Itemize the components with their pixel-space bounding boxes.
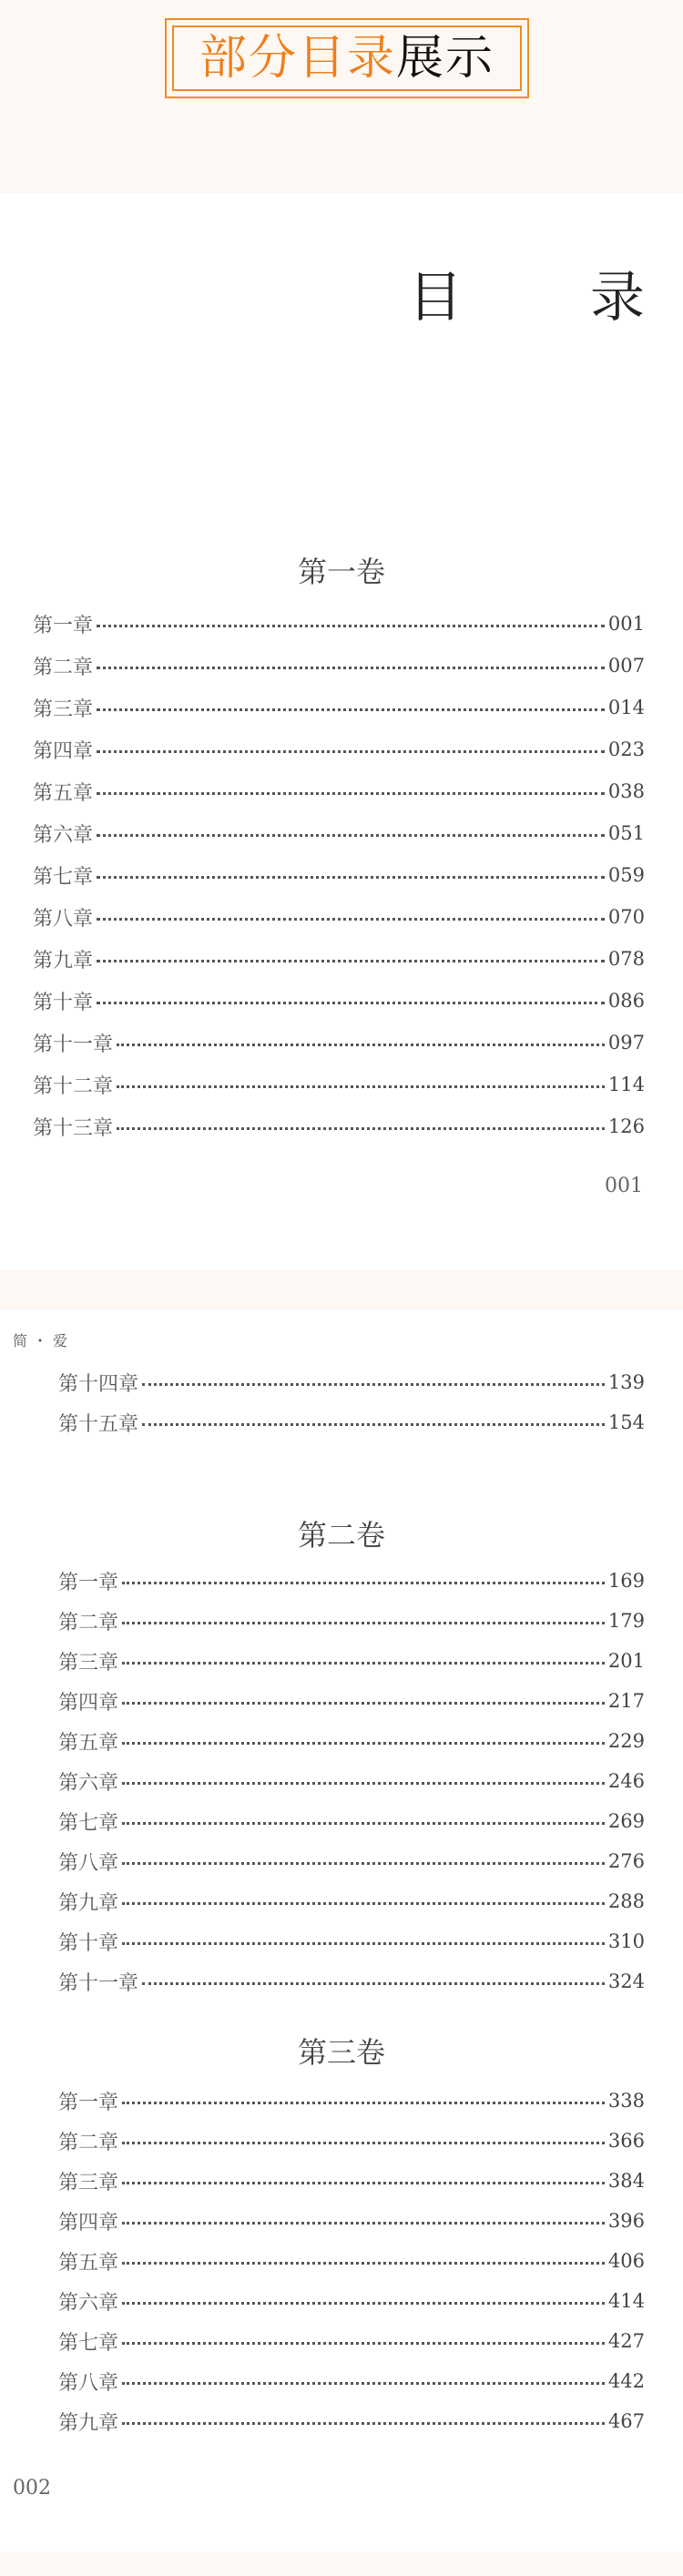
running-head: 简・爱	[13, 1332, 74, 1349]
chapter-title: 第十一章	[58, 1971, 139, 1995]
chapter-title: 第四章	[58, 2211, 119, 2235]
chapter-title: 第六章	[58, 1771, 119, 1795]
dot-leader	[142, 1383, 605, 1386]
chapter-page-number: 288	[607, 1890, 645, 1912]
chapter-title: 第七章	[58, 1811, 119, 1835]
dot-leader	[122, 1942, 605, 1945]
dot-leader	[122, 1622, 605, 1624]
toc-entry[interactable]	[33, 687, 645, 728]
chapter-page-number: 001	[607, 613, 645, 635]
toc-entry[interactable]	[33, 854, 645, 896]
dot-leader	[142, 1982, 605, 1985]
toc-entry[interactable]	[58, 1362, 645, 1402]
chapter-title: 第三章	[58, 2171, 119, 2194]
chapter-page-number: 217	[607, 1690, 645, 1712]
toc-entry[interactable]	[58, 1641, 645, 1681]
page-gap	[0, 2551, 683, 2576]
banner-frame	[165, 18, 529, 98]
toc-entry[interactable]	[58, 1601, 645, 1641]
volume-1-continued-list	[58, 1362, 645, 1442]
chapter-title: 第一章	[58, 2091, 119, 2114]
chapter-page-number: 014	[607, 697, 645, 718]
toc-entry[interactable]	[58, 1761, 645, 1801]
chapter-title: 第七章	[58, 2331, 119, 2355]
chapter-title: 第十四章	[58, 1372, 139, 1396]
toc-heading-char-1: 目	[408, 266, 463, 330]
volume-1-list	[33, 603, 645, 1147]
dot-leader	[142, 1423, 605, 1426]
chapter-page-number: 442	[607, 2370, 645, 2392]
chapter-page-number: 384	[607, 2170, 645, 2192]
chapter-title: 第四章	[33, 739, 94, 763]
toc-heading	[408, 266, 645, 330]
toc-entry[interactable]	[33, 980, 645, 1022]
dot-leader	[122, 2262, 605, 2265]
toc-entry[interactable]	[58, 1561, 645, 1601]
chapter-page-number: 070	[607, 906, 645, 928]
banner-title	[167, 31, 527, 86]
toc-entry[interactable]	[33, 1105, 645, 1147]
chapter-title: 第二章	[58, 2131, 119, 2154]
toc-entry[interactable]	[58, 1681, 645, 1721]
chapter-page-number: 201	[607, 1650, 645, 1672]
chapter-page-number: 038	[607, 780, 645, 802]
dot-leader	[122, 2422, 605, 2425]
chapter-title: 第十一章	[33, 1033, 114, 1056]
chapter-page-number: 366	[607, 2130, 645, 2152]
dot-leader	[97, 876, 605, 879]
dot-leader	[97, 667, 605, 669]
dot-leader	[97, 625, 605, 627]
dot-leader	[97, 750, 605, 753]
chapter-page-number: 276	[607, 1850, 645, 1872]
chapter-page-number: 114	[607, 1074, 645, 1095]
dot-leader	[97, 834, 605, 837]
toc-entry[interactable]	[58, 1721, 645, 1761]
chapter-title: 第一章	[58, 1571, 119, 1594]
toc-entry[interactable]	[33, 1064, 645, 1105]
dot-leader	[117, 1085, 605, 1088]
chapter-page-number: 086	[607, 990, 645, 1012]
toc-page-2	[0, 1309, 683, 2551]
dot-leader	[122, 1662, 605, 1665]
chapter-page-number: 179	[607, 1610, 645, 1632]
chapter-title: 第四章	[58, 1691, 119, 1715]
dot-leader	[122, 1862, 605, 1865]
chapter-title: 第十二章	[33, 1074, 114, 1098]
chapter-title: 第八章	[58, 1851, 119, 1875]
chapter-title: 第三章	[58, 1651, 119, 1675]
dot-leader	[122, 2382, 605, 2385]
chapter-page-number: 396	[607, 2210, 645, 2232]
chapter-page-number: 126	[607, 1115, 645, 1137]
page-number: 001	[605, 1175, 643, 1197]
volume-2-title: 第二卷	[297, 1518, 385, 1553]
chapter-title: 第五章	[58, 2251, 119, 2275]
chapter-page-number: 467	[607, 2410, 645, 2432]
toc-entry[interactable]	[58, 1801, 645, 1841]
toc-page-1	[0, 193, 683, 1269]
toc-entry[interactable]	[58, 1961, 645, 2001]
dot-leader	[122, 2302, 605, 2305]
dot-leader	[122, 1902, 605, 1905]
chapter-title: 第五章	[58, 1731, 119, 1755]
toc-entry[interactable]	[58, 1841, 645, 1881]
toc-entry[interactable]	[33, 645, 645, 687]
dot-leader	[97, 792, 605, 795]
toc-entry[interactable]	[58, 2281, 645, 2321]
volume-3-list	[58, 2081, 645, 2441]
dot-leader	[97, 960, 605, 962]
chapter-page-number: 338	[607, 2090, 645, 2112]
chapter-title: 第二章	[33, 656, 94, 679]
chapter-page-number: 406	[607, 2250, 645, 2272]
chapter-page-number: 414	[607, 2290, 645, 2312]
chapter-title: 第十章	[33, 991, 94, 1014]
toc-entry[interactable]	[58, 2361, 645, 2401]
chapter-page-number: 059	[607, 864, 645, 886]
dot-leader	[97, 918, 605, 921]
toc-entry[interactable]	[58, 2121, 645, 2161]
chapter-title: 第九章	[58, 2411, 119, 2435]
dot-leader	[122, 2142, 605, 2144]
toc-entry[interactable]	[58, 2161, 645, 2201]
header-banner	[0, 0, 683, 193]
toc-entry[interactable]	[58, 2201, 645, 2241]
dot-leader	[122, 2222, 605, 2225]
chapter-title: 第五章	[33, 781, 94, 805]
chapter-title: 第二章	[58, 1611, 119, 1634]
toc-entry[interactable]	[58, 2241, 645, 2281]
chapter-title: 第七章	[33, 865, 94, 889]
dot-leader	[122, 1582, 605, 1584]
chapter-page-number: 139	[607, 1371, 645, 1393]
dot-leader	[97, 708, 605, 711]
dot-leader	[122, 1822, 605, 1825]
dot-leader	[122, 2342, 605, 2345]
dot-leader	[117, 1127, 605, 1130]
chapter-page-number: 051	[607, 822, 645, 844]
toc-entry[interactable]	[33, 728, 645, 770]
chapter-title: 第三章	[33, 697, 94, 721]
volume-3-title: 第三卷	[297, 2035, 385, 2070]
toc-entry[interactable]	[33, 812, 645, 854]
toc-entry[interactable]	[58, 1402, 645, 1442]
toc-heading-char-2: 录	[590, 266, 645, 330]
chapter-page-number: 324	[607, 1970, 645, 1992]
chapter-title: 第十三章	[33, 1116, 114, 1140]
dot-leader	[122, 1782, 605, 1785]
chapter-title: 第九章	[33, 949, 94, 972]
chapter-page-number: 169	[607, 1570, 645, 1592]
chapter-page-number: 023	[607, 738, 645, 760]
dot-leader	[97, 1002, 605, 1004]
chapter-page-number: 229	[607, 1730, 645, 1752]
dot-leader	[122, 1702, 605, 1705]
toc-entry[interactable]	[33, 770, 645, 812]
chapter-title: 第九章	[58, 1891, 119, 1915]
toc-entry[interactable]	[58, 2321, 645, 2361]
chapter-page-number: 007	[607, 655, 645, 677]
toc-entry[interactable]	[33, 938, 645, 980]
toc-entry[interactable]	[33, 896, 645, 938]
toc-entry[interactable]	[58, 1921, 645, 1961]
chapter-page-number: 246	[607, 1770, 645, 1792]
chapter-page-number: 097	[607, 1032, 645, 1054]
toc-entry[interactable]	[33, 603, 645, 645]
volume-2-list	[58, 1561, 645, 2001]
chapter-title: 第十章	[58, 1931, 119, 1955]
chapter-title: 第八章	[33, 907, 94, 931]
dot-leader	[122, 2182, 605, 2184]
chapter-page-number: 154	[607, 1411, 645, 1433]
toc-entry[interactable]	[58, 1881, 645, 1921]
dot-leader	[122, 2102, 605, 2104]
chapter-title: 第六章	[58, 2291, 119, 2315]
page-number: 002	[13, 2477, 51, 2500]
chapter-title: 第八章	[58, 2371, 119, 2395]
banner-title-rest: 展示	[396, 31, 495, 86]
page-gap	[0, 1269, 683, 1309]
chapter-page-number: 078	[607, 948, 645, 970]
volume-1-title: 第一卷	[297, 555, 385, 589]
chapter-page-number: 310	[607, 1930, 645, 1952]
dot-leader	[122, 1742, 605, 1745]
toc-entry[interactable]	[33, 1022, 645, 1064]
chapter-title: 第十五章	[58, 1412, 139, 1436]
toc-entry[interactable]	[58, 2081, 645, 2121]
chapter-title: 第一章	[33, 614, 94, 637]
chapter-page-number: 269	[607, 1810, 645, 1832]
toc-entry[interactable]	[58, 2401, 645, 2441]
banner-title-highlight: 部分目录	[199, 31, 396, 86]
dot-leader	[117, 1044, 605, 1046]
chapter-page-number: 427	[607, 2330, 645, 2352]
chapter-title: 第六章	[33, 823, 94, 847]
